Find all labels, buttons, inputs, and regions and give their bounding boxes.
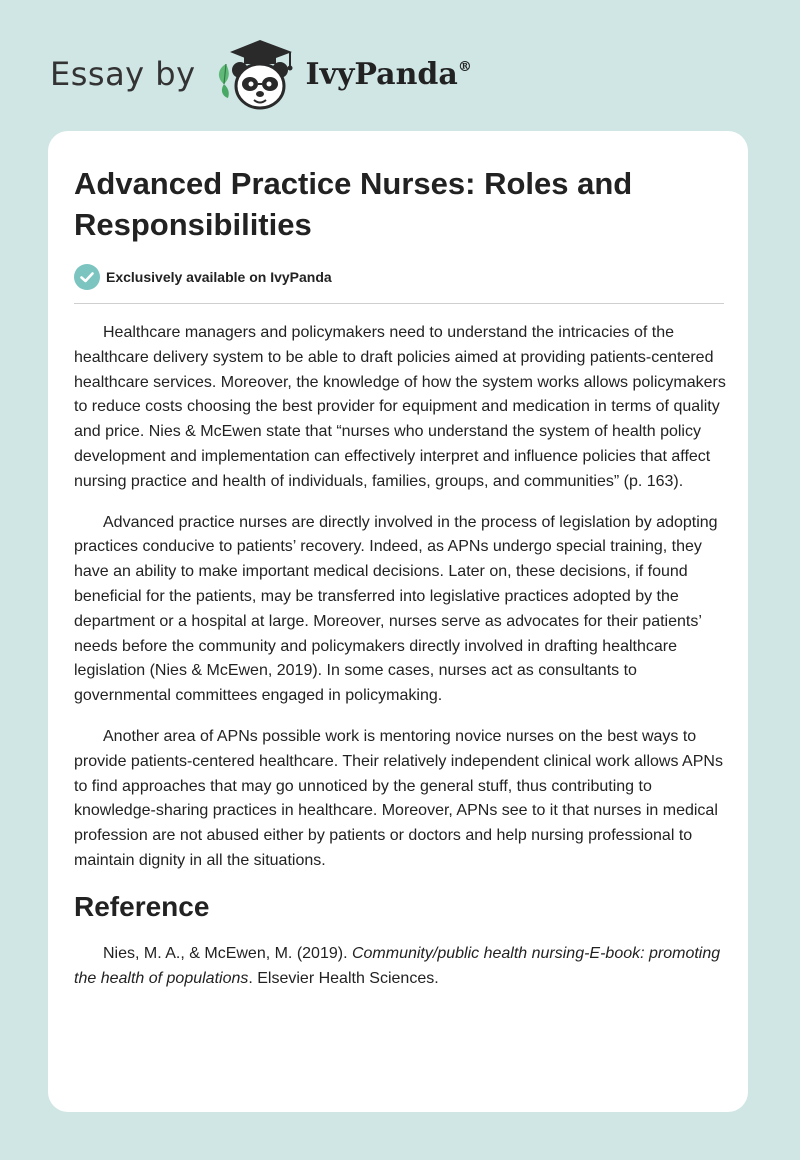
paragraph-1: Healthcare managers and policymakers need to understand the intricacies of the healthcare delivery system to be able to draft policies aimed at providing patients-centered healthcare services. Moreover, the knowledge of how the system works allows policymakers to reduce costs choosing the best provider for equipment and medication in terms of quality and price. Nies & McEwen state that “nurses who understand the system of health policy development and implementation can effectively interpret and influence policies that affect nursing practice and health of individuals, families, groups, and communities” (p. 163). bbox=[74, 324, 726, 490]
reference-heading: Reference bbox=[74, 890, 210, 922]
site-header bbox=[50, 34, 472, 114]
reference-authors: Nies, M. A., & McEwen, M. (2019). bbox=[103, 944, 352, 962]
reference-entry bbox=[74, 942, 726, 992]
reference-book-title: Community/public health nursing-E-book: promoting the health of populations bbox=[74, 944, 721, 987]
essay-card bbox=[48, 131, 748, 1112]
title-divider bbox=[74, 303, 724, 304]
brand-name[interactable]: IvyPanda® bbox=[305, 56, 472, 92]
page-title: Advanced Practice Nurses: Roles and Responsibilities bbox=[74, 166, 633, 242]
exclusive-badge bbox=[74, 264, 332, 290]
paragraph-3: Another area of APNs possible work is mentoring novice nurses on the best ways to provide patients-centered healthcare. Their relatively independent clinical work allows APNs to find approaches that may go unnoticed by the general stuff, thus contributing to knowledge-sharing practices in healthcare. Moreover, APNs see to it that nurses in medical profession are not abused either by patients or doctors and help nursing professional to maintain dignity in all the situations. bbox=[74, 727, 723, 869]
paragraph-2: Advanced practice nurses are directly involved in the process of legislation by adopting practices conducive to patients’ recovery. Indeed, as APNs undergo special training, they have an ability to make important medical decisions. Later on, these decisions, if found beneficial for the patients, may be transferred into legislative practices adopted by the department or a hospital at large. Moreover, nurses serve as advocates for their patients’ needs before the community and policymakers directly involved in drafting healthcare legislation (Nies & McEwen, 2019). In some cases, nurses act as consultants to governmental committees engaged in policymaking. bbox=[74, 513, 718, 705]
essay-by-label: Essay by bbox=[50, 55, 196, 93]
registered-mark: ® bbox=[457, 58, 472, 75]
panda-logo-icon[interactable] bbox=[210, 34, 300, 114]
essay-body bbox=[74, 321, 726, 991]
reference-publisher: . Elsevier Health Sciences. bbox=[248, 969, 439, 987]
exclusive-badge-label: Exclusively available on IvyPanda bbox=[106, 269, 332, 285]
check-circle-icon bbox=[74, 264, 100, 290]
